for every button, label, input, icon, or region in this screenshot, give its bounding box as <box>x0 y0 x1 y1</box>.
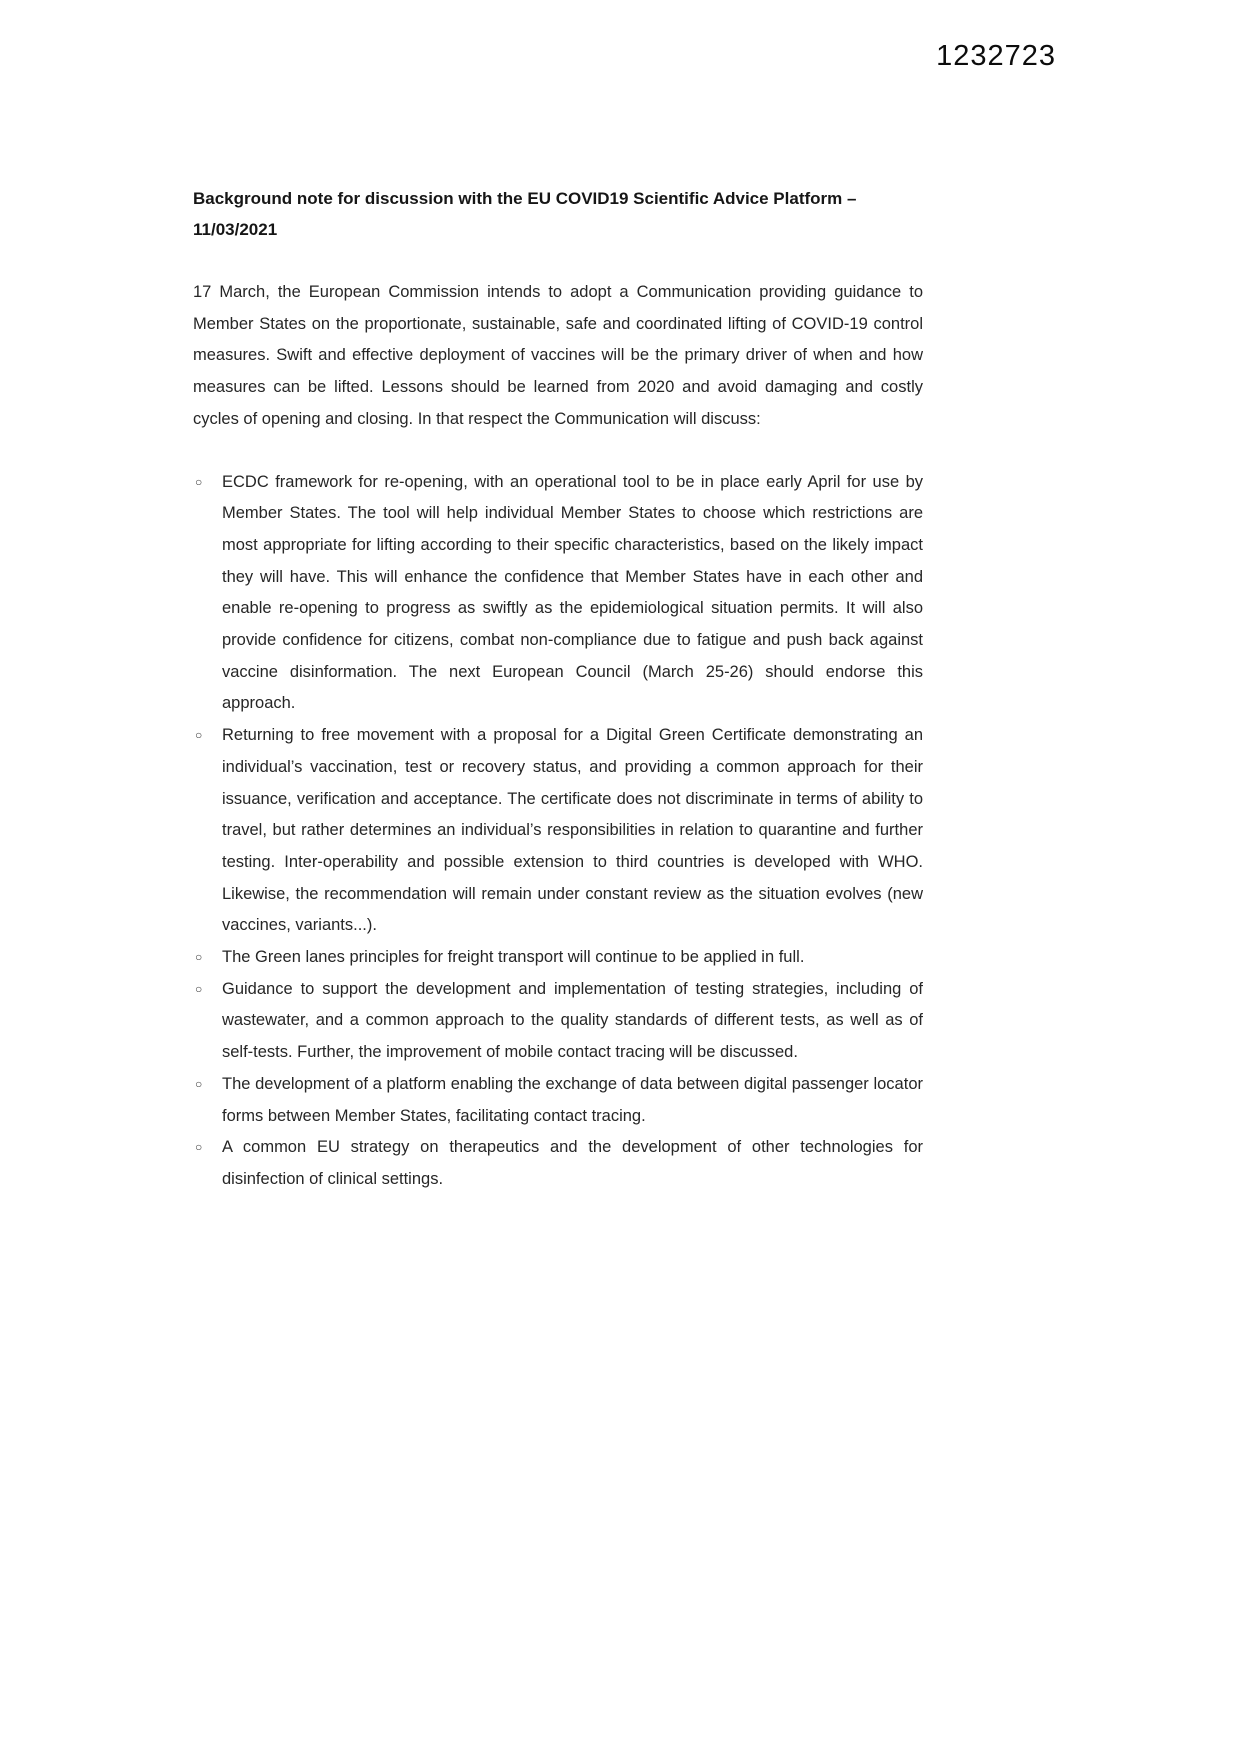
bullet-item <box>193 974 923 1069</box>
bullet-icon <box>195 467 202 499</box>
bullet-item <box>193 942 923 974</box>
bullet-text: Returning to free movement with a proposal for a Digital Green Certificate demonstrating an individual’s vaccination, test or recovery status, and providing a common approach for their issuance, verification and acceptance. The certificate does not discriminate in terms of ability to travel, but rather determines an individual’s responsibilities in relation to quarantine and further testing. Inter-operability and possible extension to third countries is developed with WHO. Likewise, the recommendation will remain under constant review as the situation evolves (new vaccines, variants...). <box>222 726 923 935</box>
document-title: Background note for discussion with the EU COVID19 Scientific Advice Platform – 11/03/2021 <box>193 189 857 239</box>
bullet-icon <box>195 942 202 974</box>
bullet-item <box>193 1132 923 1195</box>
bullet-list <box>193 467 923 1196</box>
bullet-text: The Green lanes principles for freight transport will continue to be applied in full. <box>222 948 805 967</box>
bullet-item <box>193 720 923 942</box>
intro-paragraph: 17 March, the European Commission intends to adopt a Communication providing guidance to Member States on the proportionate, sustainable, safe and coordinated lifting of COVID-19 control measures. Swift and effective deployment of vaccines will be the primary driver of when and how measures can be lifted. Lessons should be learned from 2020 and avoid damaging and costly cycles of opening and closing. In that respect the Communication will discuss: <box>193 283 923 428</box>
bullet-text: The development of a platform enabling the exchange of data between digital passenger locator forms between Member States, facilitating contact tracing. <box>222 1074 923 1125</box>
bullet-item <box>193 467 923 721</box>
bullet-icon <box>195 1132 202 1164</box>
document-number: 1232723 <box>936 40 1056 72</box>
bullet-icon <box>195 720 202 752</box>
bullet-text: Guidance to support the development and implementation of testing strategies, including of wastewater, and a common approach to the quality standards of different tests, as well as of self-tests. Further, the improvement of mobile contact tracing will be discussed. <box>222 979 923 1062</box>
document-content <box>193 183 923 1196</box>
bullet-text: A common EU strategy on therapeutics and the development of other technologies for disinfection of clinical settings. <box>222 1138 923 1188</box>
bullet-text: ECDC framework for re-opening, with an operational tool to be in place early April for use by Member States. The tool will help individual Member States to choose which restrictions are most appropriate for lifting according to their specific characteristics, based on the likely impact they will have. This will enhance the confidence that Member States have in each other and enable re-opening to progress as swiftly as the epidemiological situation permits. It will also provide confidence for citizens, combat non-compliance due to fatigue and push back against vaccine disinformation. The next European Council (March 25-26) should endorse this approach. <box>222 472 923 713</box>
bullet-icon <box>195 974 202 1006</box>
bullet-icon <box>195 1069 202 1101</box>
bullet-item <box>193 1069 923 1132</box>
